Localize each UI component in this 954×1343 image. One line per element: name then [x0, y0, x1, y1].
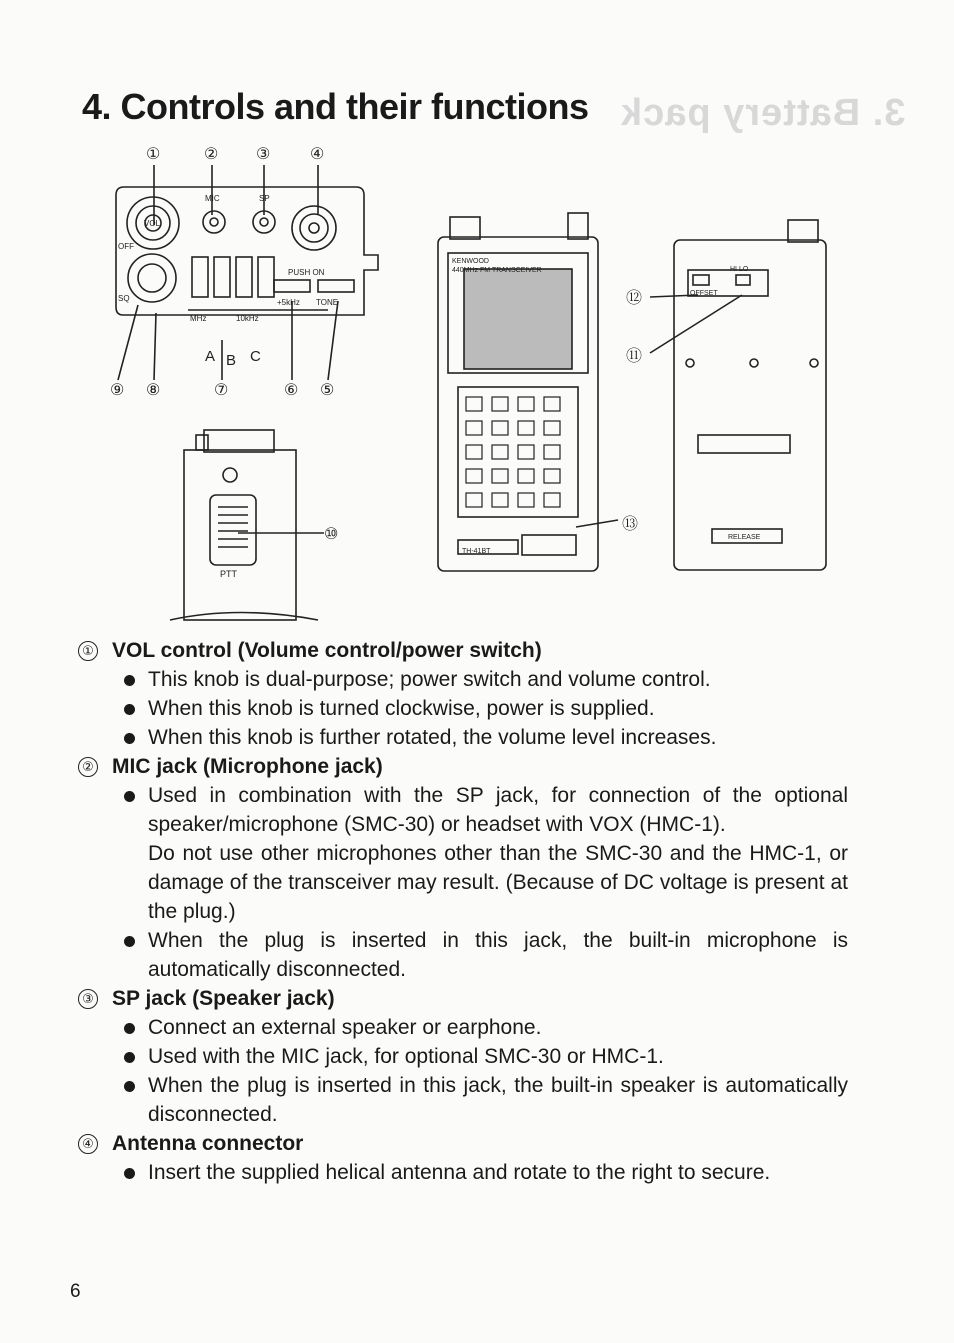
callout-5: ⑤	[320, 382, 335, 399]
section-heading	[78, 1129, 858, 1158]
label-release: RELEASE	[728, 534, 761, 541]
callout-2: ②	[204, 146, 219, 163]
bullet-list	[78, 926, 858, 984]
page-title: 4. Controls and their functions	[82, 86, 589, 127]
section-heading	[78, 636, 858, 665]
label-offset: OFFSET	[690, 290, 718, 297]
bullet-item: When this knob is further rotated, the volume level increases.	[122, 723, 858, 752]
controls-description	[78, 636, 858, 1187]
label-vol: VOL	[144, 219, 161, 228]
warning-note: Do not use other microphones other than the SMC-30 and the HMC-1, or damage of the transceiver may result. (Because of DC voltage is present at the plug.)	[148, 842, 848, 923]
label-sp: SP	[259, 194, 270, 203]
section-title: VOL control (Volume control/power switch)	[112, 639, 542, 662]
section-number: ④	[78, 1134, 98, 1154]
callout-7: ⑦	[214, 382, 229, 399]
label-a: A	[205, 348, 216, 365]
label-hilo: HI LO	[730, 266, 749, 273]
label-off: OFF	[118, 242, 134, 251]
bullet-list	[78, 665, 858, 752]
callout-12: ⑫	[626, 290, 643, 307]
label-mic: MIC	[205, 194, 220, 203]
label-model-line: 440MHz FM TRANSCEIVER	[452, 267, 542, 274]
section-title: SP jack (Speaker jack)	[112, 987, 335, 1010]
bullet-item: When the plug is inserted in this jack, the built-in speaker is automatically disconnected.	[122, 1071, 858, 1129]
label-ptt: PTT	[220, 569, 237, 579]
bleed-through-title: 3. Battery pack	[620, 92, 906, 134]
callout-1: ①	[146, 146, 161, 163]
label-sq: SQ	[118, 294, 130, 303]
section-heading	[78, 752, 858, 781]
callout-3: ③	[256, 146, 271, 163]
label-mhz: MHz	[190, 314, 207, 323]
bullet-item: Used with the MIC jack, for optional SMC-30 or HMC-1.	[122, 1042, 858, 1071]
section-title: Antenna connector	[112, 1132, 304, 1155]
callout-8: ⑧	[146, 382, 161, 399]
label-push-on: PUSH ON	[288, 268, 325, 277]
section-number: ①	[78, 641, 98, 661]
label-10khz: 10kHz	[236, 314, 259, 323]
section-title: MIC jack (Microphone jack)	[112, 755, 383, 778]
section-number: ③	[78, 989, 98, 1009]
section-heading	[78, 984, 858, 1013]
bullet-item: Insert the supplied helical antenna and rotate to the right to secure.	[122, 1158, 858, 1187]
callout-10: ⑩	[324, 526, 339, 543]
bullet-item: When this knob is turned clockwise, power is supplied.	[122, 694, 858, 723]
callout-13: ⑬	[622, 516, 639, 533]
page-number: 6	[70, 1281, 81, 1302]
callout-6: ⑥	[284, 382, 299, 399]
callout-9: ⑨	[110, 382, 125, 399]
callout-4: ④	[310, 146, 325, 163]
bullet-item: This knob is dual-purpose; power switch and volume control.	[122, 665, 858, 694]
bullet-item: Used in combination with the SP jack, for connection of the optional speaker/microphone (SMC-30) or headset with VOX (HMC-1).	[122, 781, 858, 839]
label-brand: KENWOOD	[452, 258, 489, 265]
bullet-list	[78, 1013, 858, 1129]
label-model: TH-41BT	[462, 548, 491, 555]
bullet-list	[78, 781, 858, 839]
bullet-item: When the plug is inserted in this jack, the built-in microphone is automatically disconnected.	[122, 926, 858, 984]
label-5khz: +5kHz	[277, 298, 300, 307]
label-tone: TONE	[316, 298, 339, 307]
callout-11: ⑪	[626, 348, 643, 365]
transceiver-diagram	[78, 135, 848, 625]
label-b: B	[226, 352, 237, 369]
label-c: C	[250, 348, 261, 365]
section-number: ②	[78, 757, 98, 777]
bullet-item: Connect an external speaker or earphone.	[122, 1013, 858, 1042]
bullet-list	[78, 1158, 858, 1187]
